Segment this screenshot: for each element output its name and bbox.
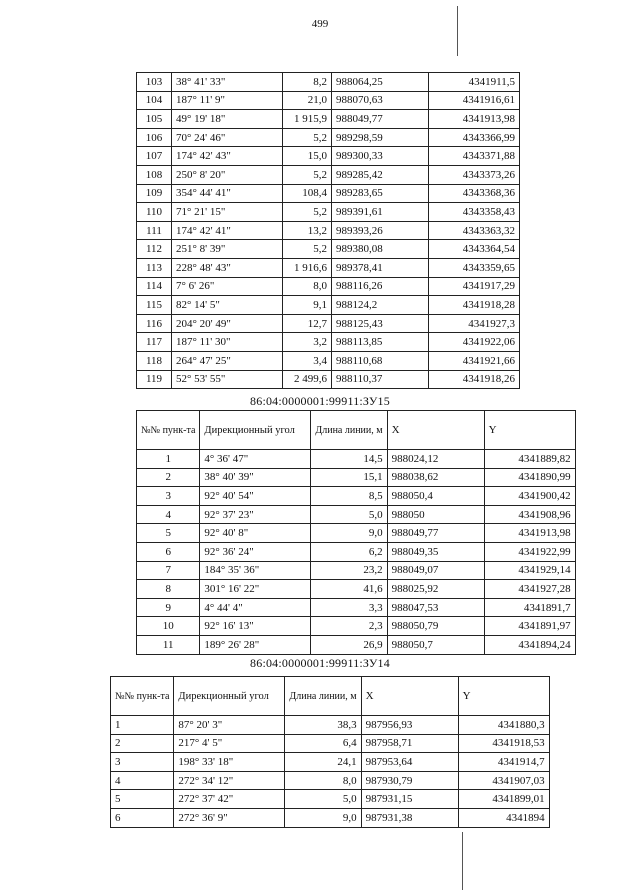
coord-y-cell: 4343363,32 [429,221,520,240]
table-row [137,487,576,506]
coord-x-cell: 988110,68 [332,351,429,370]
coord-x-cell: 988049,35 [387,542,484,561]
direction-angle-cell: 7° 6' 26" [172,277,283,296]
coord-x-cell: 988050,7 [387,635,484,654]
header-length: Длина линии, м [285,677,361,716]
direction-angle-cell: 217° 4' 5" [174,734,285,753]
coord-x-cell: 989285,42 [332,165,429,184]
point-number-cell: 111 [137,221,172,240]
coord-x-cell: 987931,15 [361,790,458,809]
point-number-cell: 119 [137,370,172,389]
coord-y-cell: 4341917,29 [429,277,520,296]
coord-x-cell: 989393,26 [332,221,429,240]
coord-y-cell: 4341927,28 [484,580,575,599]
coord-y-cell: 4341918,53 [458,734,549,753]
direction-angle-cell: 49° 19' 18" [172,110,283,129]
table-zu15-body [137,450,576,655]
line-length-cell: 14,5 [311,450,387,469]
line-length-cell: 12,7 [283,314,332,333]
direction-angle-cell: 250° 8' 20" [172,165,283,184]
coord-y-cell: 4341911,5 [429,73,520,92]
table-row [137,314,520,333]
coord-y-cell: 4341889,82 [484,450,575,469]
table-row [111,771,550,790]
table-row [137,598,576,617]
coord-x-cell: 988124,2 [332,296,429,315]
table-row [111,734,550,753]
line-length-cell: 8,0 [283,277,332,296]
direction-angle-cell: 92° 40' 54" [200,487,311,506]
header-x: X [361,677,458,716]
direction-angle-cell: 82° 14' 5" [172,296,283,315]
header-y: Y [484,411,575,450]
table-1 [136,72,520,389]
point-number-cell: 8 [137,580,200,599]
table-header-row [137,411,576,450]
point-number-cell: 11 [137,635,200,654]
coord-y-cell: 4343368,36 [429,184,520,203]
direction-angle-cell: 92° 40' 8" [200,524,311,543]
table-row [111,808,550,827]
direction-angle-cell: 272° 37' 42" [174,790,285,809]
point-number-cell: 104 [137,91,172,110]
coord-y-cell: 4341908,96 [484,505,575,524]
point-number-cell: 107 [137,147,172,166]
point-number-cell: 117 [137,333,172,352]
coord-y-cell: 4341922,99 [484,542,575,561]
table-row [137,580,576,599]
line-length-cell: 8,5 [311,487,387,506]
point-number-cell: 9 [137,598,200,617]
line-length-cell: 41,6 [311,580,387,599]
direction-angle-cell: 38° 41' 33" [172,73,283,92]
table-zu15 [136,410,576,655]
line-length-cell: 21,0 [283,91,332,110]
header-num: №№ пунк-та [111,677,174,716]
direction-angle-cell: 92° 37' 23" [200,505,311,524]
coord-x-cell: 988050,79 [387,617,484,636]
header-y: Y [458,677,549,716]
point-number-cell: 3 [137,487,200,506]
direction-angle-cell: 264° 47' 25" [172,351,283,370]
direction-angle-cell: 301° 16' 22" [200,580,311,599]
line-length-cell: 13,2 [283,221,332,240]
coord-y-cell: 4343366,99 [429,128,520,147]
table-row [111,753,550,772]
coord-y-cell: 4341916,61 [429,91,520,110]
coord-x-cell: 988049,77 [387,524,484,543]
line-length-cell: 3,2 [283,333,332,352]
coord-x-cell: 989283,65 [332,184,429,203]
point-number-cell: 110 [137,203,172,222]
coord-y-cell: 4343373,26 [429,165,520,184]
line-length-cell: 9,1 [283,296,332,315]
table-row [137,542,576,561]
section-title-zu15: 86:04:0000001:99911:ЗУ15 [250,394,390,408]
direction-angle-cell: 174° 42' 43" [172,147,283,166]
direction-angle-cell: 198° 33' 18" [174,753,285,772]
coord-y-cell: 4341918,28 [429,296,520,315]
coord-x-cell: 988125,43 [332,314,429,333]
coord-x-cell: 988050 [387,505,484,524]
direction-angle-cell: 189° 26' 28" [200,635,311,654]
table-row [137,221,520,240]
direction-angle-cell: 184° 35' 36" [200,561,311,580]
coord-x-cell: 988025,92 [387,580,484,599]
point-number-cell: 7 [137,561,200,580]
table-row [137,370,520,389]
table-row [137,561,576,580]
table-row [137,258,520,277]
coord-y-cell: 4341914,7 [458,753,549,772]
point-number-cell: 115 [137,296,172,315]
coord-x-cell: 988049,77 [332,110,429,129]
coord-y-cell: 4343359,65 [429,258,520,277]
line-length-cell: 15,1 [311,468,387,487]
line-length-cell: 15,0 [283,147,332,166]
coord-y-cell: 4341907,03 [458,771,549,790]
table-1-body [137,73,520,389]
direction-angle-cell: 272° 34' 12" [174,771,285,790]
coord-x-cell: 989298,59 [332,128,429,147]
table-row [137,277,520,296]
line-length-cell: 5,2 [283,203,332,222]
line-length-cell: 6,4 [285,734,361,753]
coord-x-cell: 988113,85 [332,333,429,352]
line-length-cell: 2,3 [311,617,387,636]
header-angle: Дирекционный угол [174,677,285,716]
point-number-cell: 105 [137,110,172,129]
line-length-cell: 5,2 [283,128,332,147]
point-number-cell: 1 [137,450,200,469]
line-length-cell: 9,0 [311,524,387,543]
table-row [137,165,520,184]
coord-y-cell: 4343364,54 [429,240,520,259]
coord-x-cell: 989378,41 [332,258,429,277]
point-number-cell: 116 [137,314,172,333]
coord-x-cell: 989380,08 [332,240,429,259]
direction-angle-cell: 92° 36' 24" [200,542,311,561]
header-x: X [387,411,484,450]
point-number-cell: 10 [137,617,200,636]
coord-y-cell: 4341894,24 [484,635,575,654]
table-zu14 [110,676,550,828]
direction-angle-cell: 38° 40' 39" [200,468,311,487]
table-row [137,110,520,129]
point-number-cell: 112 [137,240,172,259]
point-number-cell: 106 [137,128,172,147]
coord-y-cell: 4341929,14 [484,561,575,580]
point-number-cell: 113 [137,258,172,277]
coord-x-cell: 987956,93 [361,716,458,735]
line-length-cell: 9,0 [285,808,361,827]
table-row [137,203,520,222]
line-length-cell: 8,0 [285,771,361,790]
margin-line-top [457,6,458,56]
table-row [137,333,520,352]
table-row [137,184,520,203]
coord-x-cell: 988024,12 [387,450,484,469]
direction-angle-cell: 4° 36' 47" [200,450,311,469]
direction-angle-cell: 71° 21' 15" [172,203,283,222]
direction-angle-cell: 204° 20' 49" [172,314,283,333]
line-length-cell: 5,2 [283,240,332,259]
coord-y-cell: 4341891,7 [484,598,575,617]
line-length-cell: 108,4 [283,184,332,203]
point-number-cell: 114 [137,277,172,296]
table-row [137,240,520,259]
coord-x-cell: 988038,62 [387,468,484,487]
coord-x-cell: 989300,33 [332,147,429,166]
coord-x-cell: 988047,53 [387,598,484,617]
page-number: 499 [311,18,329,30]
direction-angle-cell: 92° 16' 13" [200,617,311,636]
coord-x-cell: 988070,63 [332,91,429,110]
direction-angle-cell: 70° 24' 46" [172,128,283,147]
coord-y-cell: 4341913,98 [484,524,575,543]
point-number-cell: 3 [111,753,174,772]
line-length-cell: 1 916,6 [283,258,332,277]
point-number-cell: 4 [111,771,174,790]
table-header-row [111,677,550,716]
table-zu14-body [111,716,550,828]
coord-y-cell: 4341918,26 [429,370,520,389]
coord-y-cell: 4341927,3 [429,314,520,333]
coord-x-cell: 987930,79 [361,771,458,790]
line-length-cell: 3,3 [311,598,387,617]
line-length-cell: 3,4 [283,351,332,370]
table-row [137,524,576,543]
coord-y-cell: 4341894 [458,808,549,827]
line-length-cell: 26,9 [311,635,387,654]
line-length-cell: 23,2 [311,561,387,580]
direction-angle-cell: 272° 36' 9" [174,808,285,827]
direction-angle-cell: 4° 44' 4" [200,598,311,617]
line-length-cell: 8,2 [283,73,332,92]
coord-y-cell: 4341921,66 [429,351,520,370]
coord-x-cell: 987931,38 [361,808,458,827]
line-length-cell: 6,2 [311,542,387,561]
margin-line-bottom [462,832,463,890]
coord-y-cell: 4343358,43 [429,203,520,222]
point-number-cell: 109 [137,184,172,203]
table-row [137,91,520,110]
point-number-cell: 1 [111,716,174,735]
line-length-cell: 2 499,6 [283,370,332,389]
coord-y-cell: 4341899,01 [458,790,549,809]
table-row [137,147,520,166]
table-row [137,296,520,315]
coord-y-cell: 4341891,97 [484,617,575,636]
line-length-cell: 38,3 [285,716,361,735]
point-number-cell: 5 [137,524,200,543]
direction-angle-cell: 174° 42' 41" [172,221,283,240]
coord-x-cell: 987958,71 [361,734,458,753]
coord-x-cell: 988049,07 [387,561,484,580]
point-number-cell: 103 [137,73,172,92]
coord-x-cell: 988064,25 [332,73,429,92]
coord-y-cell: 4341880,3 [458,716,549,735]
line-length-cell: 1 915,9 [283,110,332,129]
point-number-cell: 6 [137,542,200,561]
point-number-cell: 2 [137,468,200,487]
direction-angle-cell: 187° 11' 30" [172,333,283,352]
coord-y-cell: 4343371,88 [429,147,520,166]
point-number-cell: 4 [137,505,200,524]
point-number-cell: 108 [137,165,172,184]
coord-x-cell: 987953,64 [361,753,458,772]
table-row [111,790,550,809]
point-number-cell: 118 [137,351,172,370]
point-number-cell: 2 [111,734,174,753]
coord-x-cell: 988110,37 [332,370,429,389]
coord-x-cell: 989391,61 [332,203,429,222]
coord-y-cell: 4341913,98 [429,110,520,129]
direction-angle-cell: 87° 20' 3" [174,716,285,735]
line-length-cell: 5,2 [283,165,332,184]
line-length-cell: 24,1 [285,753,361,772]
header-length: Длина линии, м [311,411,387,450]
point-number-cell: 5 [111,790,174,809]
point-number-cell: 6 [111,808,174,827]
direction-angle-cell: 52° 53' 55" [172,370,283,389]
coord-x-cell: 988116,26 [332,277,429,296]
coord-x-cell: 988050,4 [387,487,484,506]
direction-angle-cell: 354° 44' 41" [172,184,283,203]
table-row [137,505,576,524]
direction-angle-cell: 187° 11' 9" [172,91,283,110]
coord-y-cell: 4341900,42 [484,487,575,506]
coord-y-cell: 4341890,99 [484,468,575,487]
table-row [137,73,520,92]
coord-y-cell: 4341922,06 [429,333,520,352]
header-angle: Дирекционный угол [200,411,311,450]
header-num: №№ пунк-та [137,411,200,450]
line-length-cell: 5,0 [311,505,387,524]
table-row [137,450,576,469]
section-title-zu14: 86:04:0000001:99911:ЗУ14 [250,656,390,670]
table-row [111,716,550,735]
line-length-cell: 5,0 [285,790,361,809]
direction-angle-cell: 228° 48' 43" [172,258,283,277]
direction-angle-cell: 251° 8' 39" [172,240,283,259]
table-row [137,635,576,654]
table-row [137,617,576,636]
table-row [137,128,520,147]
table-row [137,351,520,370]
table-row [137,468,576,487]
